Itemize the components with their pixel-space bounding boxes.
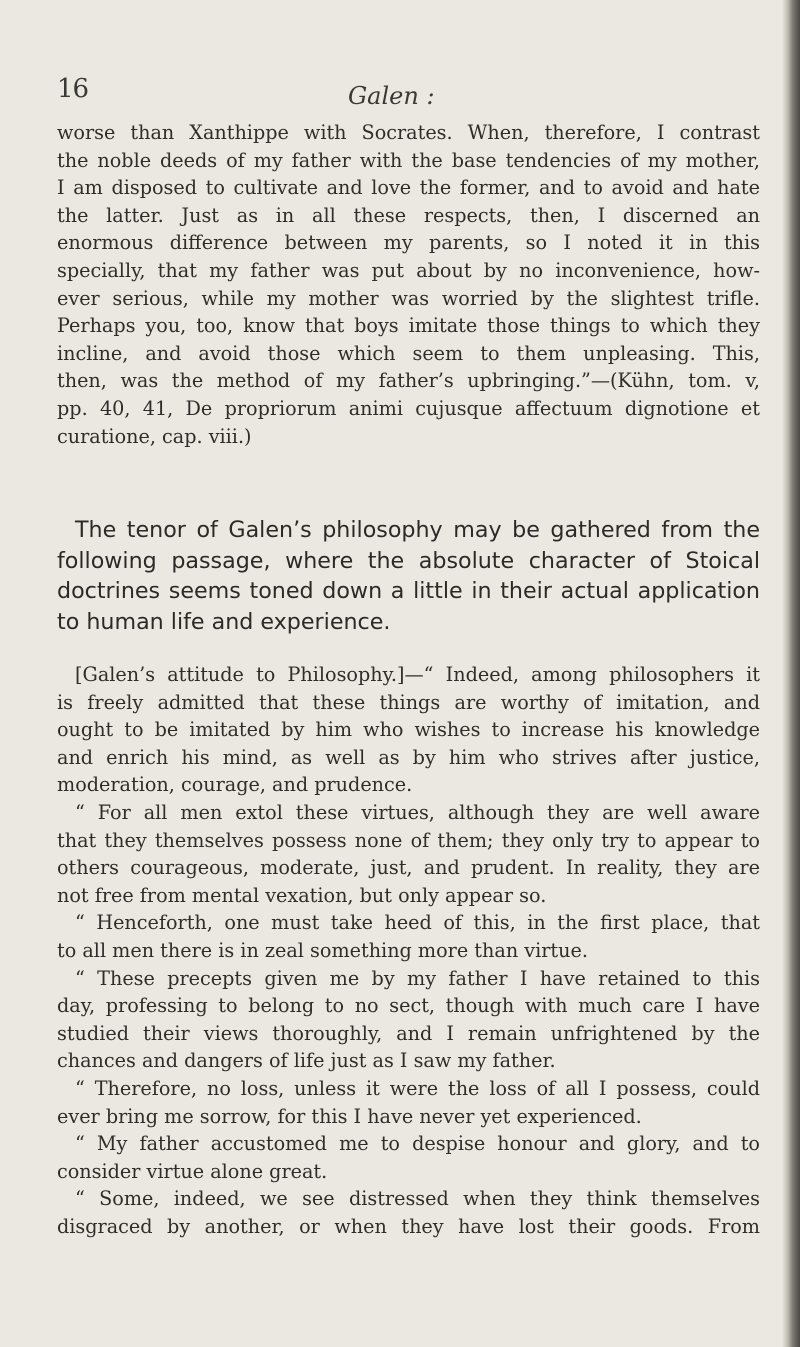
text-line: following passage, where the absolute character of Stoical: [57, 547, 760, 574]
text-line: not free from mental vexation, but only appear so.: [57, 883, 547, 907]
text-line: “ My father accustomed me to despise honour and glory, and to: [75, 1132, 760, 1156]
text-line: doctrines seems toned down a little in their actual application: [57, 578, 760, 604]
text-line: curatione, cap. viii.): [57, 424, 252, 448]
text-line: “ These precepts given me by my father I have retained to this: [75, 966, 760, 990]
text-line: others courageous, moderate, just, and prudent. In reality, they are: [57, 856, 760, 880]
text-line: “ Therefore, no loss, unless it were the loss of all I possess, could: [75, 1076, 760, 1100]
text-line: “ Henceforth, one must take heed of this, in the first place, that: [75, 911, 760, 935]
text-line: day, professing to belong to no sect, though with much care I have: [57, 994, 760, 1018]
text-line: specially, that my father was put about by no inconvenience, how-: [57, 258, 760, 282]
intro-paragraph: [57, 515, 760, 637]
text-line: “ For all men extol these virtues, although they are well aware: [75, 800, 760, 824]
text-line: to all men there is in zeal something more than virtue.: [57, 938, 588, 962]
page-number: 16: [57, 74, 89, 104]
text-line: The tenor of Galen’s philosophy may be gathered from the: [75, 517, 760, 543]
text-line: enormous difference between my parents, so I noted it in this: [57, 231, 760, 255]
text-line: the latter. Just as in all these respects, then, I discerned an: [57, 203, 760, 227]
text-line: I am disposed to cultivate and love the former, and to avoid and hate: [57, 176, 760, 200]
text-line: ought to be imitated by him who wishes to increase his knowledge: [57, 718, 760, 742]
running-head: Galen :: [348, 82, 435, 110]
text-line: Perhaps you, too, know that boys imitate those things to which they: [57, 314, 760, 338]
text-line: consider virtue alone great.: [57, 1159, 328, 1183]
text-line: “ Some, indeed, we see distressed when they think themselves: [75, 1187, 760, 1211]
text-line: incline, and avoid those which seem to them unpleasing. This,: [57, 341, 760, 365]
quotation-block: [57, 661, 760, 1240]
text-line: disgraced by another, or when they have lost their goods. From: [57, 1214, 760, 1238]
text-line: [Galen’s attitude to Philosophy.]—“ Indeed, among philosophers it: [75, 663, 760, 686]
text-line: chances and dangers of life just as I saw my father.: [57, 1049, 556, 1073]
text-line: is freely admitted that these things are worthy of imitation, and: [57, 690, 760, 714]
text-line: moderation, courage, and prudence.: [57, 773, 413, 797]
text-line: ever bring me sorrow, for this I have never yet experienced.: [57, 1104, 642, 1128]
text-line: the noble deeds of my father with the base tendencies of my mother,: [57, 148, 760, 172]
text-line: then, was the method of my father’s upbringing.”—(Kühn, tom. v,: [57, 369, 760, 393]
text-line: that they themselves possess none of them; they only try to appear to: [57, 828, 760, 852]
top-paragraph: [57, 119, 760, 450]
text-line: ever serious, while my mother was worried by the slightest trifle.: [57, 286, 760, 310]
text-line: pp. 40, 41, De propriorum animi cujusque affectuum dignotione et: [57, 396, 760, 420]
text-line: worse than Xanthippe with Socrates. When, therefore, I contrast: [57, 121, 760, 144]
page-edge-shadow: [782, 0, 800, 1347]
text-line: studied their views thoroughly, and I remain unfrightened by the: [57, 1021, 760, 1045]
text-line: to human life and experience.: [57, 608, 391, 635]
text-line: and enrich his mind, as well as by him who strives after justice,: [57, 745, 760, 769]
